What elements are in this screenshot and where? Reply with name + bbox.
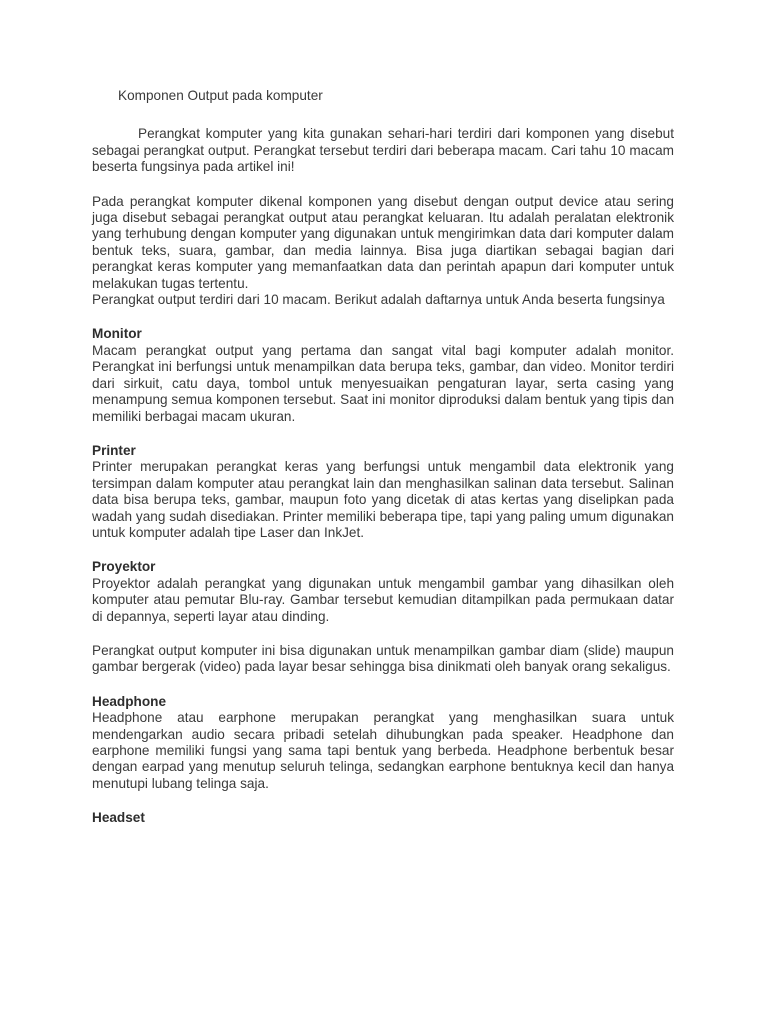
section-monitor <box>92 326 674 424</box>
intro-paragraph: Perangkat komputer yang kita gunakan sehari-hari terdiri dari komponen yang disebut sebagai perangkat output. Perangkat tersebut terdiri dari beberapa macam. Cari tahu 10 macam beserta fungsinya pada artikel ini! <box>92 126 674 175</box>
section-body-monitor: Macam perangkat output yang pertama dan sangat vital bagi komputer adalah monitor. Perangkat ini berfungsi untuk menampilkan data berupa teks, gambar, dan video. Monitor terdiri dari sirkuit, catu daya, tombol untuk menyesuaikan pengaturan layar, serta casing yang menampung semua komponen tersebut. Saat ini monitor diproduksi dalam bentuk yang tipis dan memiliki berbagai macam ukuran. <box>92 342 674 424</box>
section-body-proyektor: Proyektor adalah perangkat yang digunakan untuk mengambil gambar yang dihasilkan oleh komputer atau pemutar Blu-ray. Gambar tersebut kemudian ditampilkan pada permukaan datar di depannya, seperti layar atau dinding. <box>92 575 674 624</box>
section-heading-headphone: Headphone <box>92 693 167 709</box>
section-headphone <box>92 694 674 792</box>
section-printer <box>92 443 674 541</box>
list-intro-paragraph: Perangkat output terdiri dari 10 macam. Berikut adalah daftarnya untuk Anda beserta fungsinya <box>92 292 665 308</box>
section-headset <box>92 810 674 826</box>
document-body <box>92 88 674 845</box>
section-body-headphone: Headphone atau earphone merupakan perangkat yang menghasilkan suara untuk mendengarkan audio secara pribadi setelah dihubungkan pada speaker. Headphone dan earphone memiliki fungsi yang sama tapi bentuk yang berbeda. Headphone berbentuk besar dengan earpad yang menutup seluruh telinga, sedangkan earphone bentuknya kecil dan hanya menutupi lubang telinga saja. <box>92 710 674 791</box>
section-body-printer: Printer merupakan perangkat keras yang berfungsi untuk mengambil data elektronik yang tersimpan dalam komputer atau perangkat lain dan menghasilkan salinan data tersebut. Salinan data bisa berupa teks, gambar, maupun foto yang dicetak di atas kertas yang diselipkan pada wadah yang sudah disediakan. Printer memiliki beberapa tipe, tapi yang paling umum digunakan untuk komputer adalah tipe Laser dan InkJet. <box>92 459 674 540</box>
section-heading-printer: Printer <box>92 442 136 458</box>
document-title: Komponen Output pada komputer <box>118 88 323 103</box>
section-heading-headset: Headset <box>92 810 145 826</box>
section-heading-proyektor: Proyektor <box>92 559 156 575</box>
section-body-proyektor-2: Perangkat output komputer ini bisa digunakan untuk menampilkan gambar diam (slide) maupun gambar bergerak (video) pada layar besar sehingga bisa dinikmati oleh banyak orang sekaligus. <box>92 642 674 675</box>
section-heading-monitor: Monitor <box>92 326 142 342</box>
section-proyektor <box>92 559 674 675</box>
definition-paragraph: Pada perangkat komputer dikenal komponen yang disebut dengan output device atau sering juga disebut sebagai perangkat output atau perangkat keluaran. Itu adalah peralatan elektronik yang terhubung dengan komputer yang digunakan untuk mengirimkan data dari komputer dalam bentuk teks, suara, gambar, dan media lainnya. Bisa juga diartikan sebagai bagian dari perangkat keras komputer yang memanfaatkan data dan perintah apapun dari komputer untuk melakukan tugas tertentu. <box>92 193 674 291</box>
